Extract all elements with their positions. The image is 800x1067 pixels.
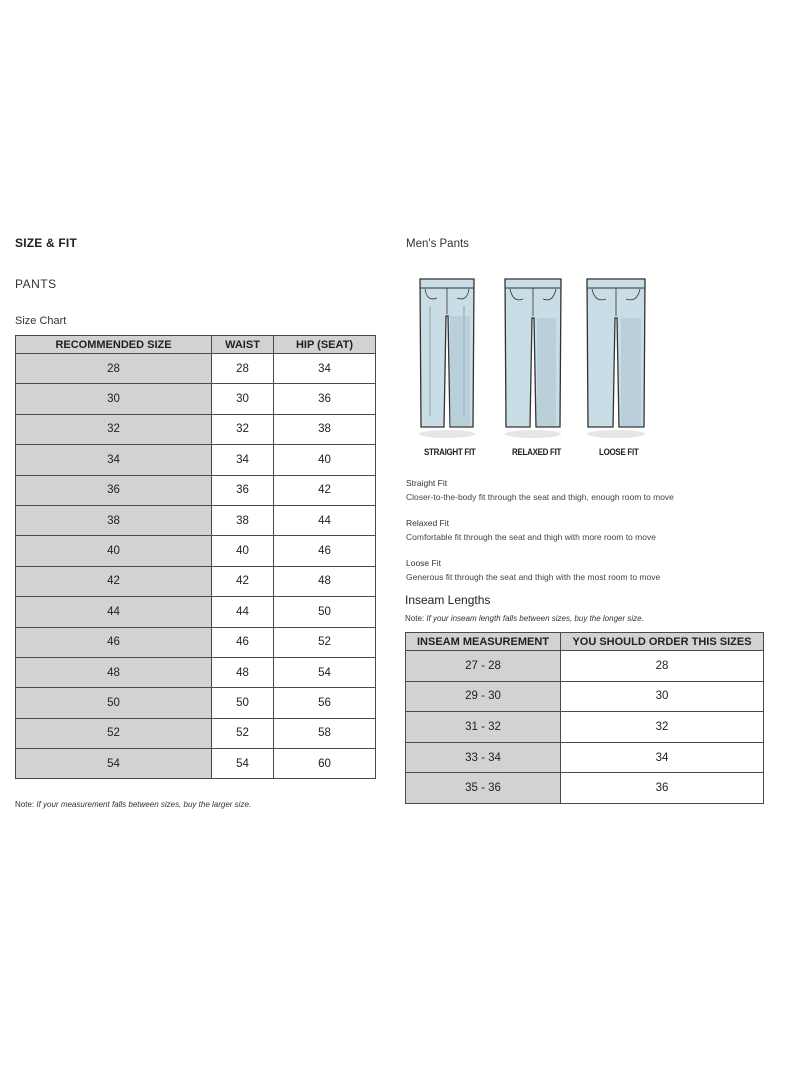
table-row (16, 536, 376, 566)
col-header-order-size: YOU SHOULD ORDER THIS SIZES (561, 633, 764, 651)
table-cell: 29 - 30 (406, 681, 561, 712)
inseam-table (405, 632, 764, 804)
table-cell: 52 (274, 627, 376, 657)
table-cell: 50 (212, 688, 274, 718)
table-cell: 42 (274, 475, 376, 505)
table-cell: 36 (274, 384, 376, 414)
size-note-text: If your measurement falls between sizes, buy the larger size. (36, 800, 252, 809)
table-row (16, 657, 376, 687)
table-cell: 48 (16, 657, 212, 687)
table-cell: 30 (212, 384, 274, 414)
table-cell: 34 (16, 445, 212, 475)
table-cell: 58 (274, 718, 376, 748)
inseam-note-prefix: Note: (405, 614, 425, 623)
size-chart-label: Size Chart (15, 315, 67, 327)
table-cell: 50 (274, 597, 376, 627)
table-row (16, 627, 376, 657)
table-cell: 35 - 36 (406, 773, 561, 804)
table-cell: 36 (16, 475, 212, 505)
table-cell: 48 (212, 657, 274, 687)
straight-fit-desc: Closer-to-the-body fit through the seat and thigh, enough room to move (406, 492, 674, 502)
size-chart-table (15, 335, 376, 779)
size-note-prefix: Note: (15, 800, 35, 809)
table-row (16, 688, 376, 718)
relaxed-fit-title: Relaxed Fit (406, 518, 449, 528)
table-cell: 38 (212, 505, 274, 535)
loose-fit-desc: Generous fit through the seat and thigh with the most room to move (406, 572, 661, 582)
table-cell: 44 (16, 597, 212, 627)
table-cell: 50 (16, 688, 212, 718)
table-cell: 40 (16, 536, 212, 566)
table-row (16, 384, 376, 414)
table-cell: 30 (561, 681, 764, 712)
table-cell: 54 (274, 657, 376, 687)
table-cell: 46 (16, 627, 212, 657)
relaxed-fit-desc: Comfortable fit through the seat and thigh with more room to move (406, 532, 656, 542)
col-header-waist: WAIST (212, 336, 274, 354)
table-cell: 46 (212, 627, 274, 657)
table-cell: 28 (16, 354, 212, 384)
table-cell: 54 (16, 749, 212, 779)
straight-fit-title: Straight Fit (406, 478, 448, 488)
table-cell: 42 (16, 566, 212, 596)
relaxed-fit-label: RELAXED FIT (512, 447, 562, 458)
table-cell: 32 (212, 414, 274, 444)
mens-pants-title: Men's Pants (406, 238, 469, 250)
table-cell: 36 (212, 475, 274, 505)
table-cell: 44 (212, 597, 274, 627)
table-cell: 28 (212, 354, 274, 384)
table-cell: 38 (274, 414, 376, 444)
table-row (16, 566, 376, 596)
inseam-table-header-row (406, 633, 764, 651)
table-cell: 32 (16, 414, 212, 444)
table-cell: 36 (561, 773, 764, 804)
table-row (16, 505, 376, 535)
table-cell: 54 (212, 749, 274, 779)
table-row (406, 773, 764, 804)
table-cell: 28 (561, 651, 764, 682)
size-note (15, 800, 251, 809)
col-header-hip: HIP (SEAT) (274, 336, 376, 354)
table-cell: 33 - 34 (406, 742, 561, 773)
table-row (16, 597, 376, 627)
table-cell: 27 - 28 (406, 651, 561, 682)
table-cell: 40 (212, 536, 274, 566)
table-cell: 52 (212, 718, 274, 748)
table-cell: 46 (274, 536, 376, 566)
table-cell: 31 - 32 (406, 712, 561, 743)
table-row (406, 712, 764, 743)
table-cell: 60 (274, 749, 376, 779)
table-row (406, 651, 764, 682)
loose-fit-pants-icon (585, 276, 647, 445)
table-row (16, 718, 376, 748)
straight-fit-pants-icon (417, 276, 477, 445)
inseam-note (405, 614, 644, 623)
col-header-recommended-size: RECOMMENDED SIZE (16, 336, 212, 354)
col-header-inseam-measurement: INSEAM MEASUREMENT (406, 633, 561, 651)
table-cell: 44 (274, 505, 376, 535)
table-row (16, 445, 376, 475)
table-row (406, 681, 764, 712)
size-table-header-row (16, 336, 376, 354)
category-label: PANTS (15, 277, 57, 291)
page-title: SIZE & FIT (15, 236, 77, 250)
table-cell: 34 (212, 445, 274, 475)
table-cell: 56 (274, 688, 376, 718)
table-cell: 52 (16, 718, 212, 748)
table-row (16, 475, 376, 505)
table-cell: 32 (561, 712, 764, 743)
table-row (16, 414, 376, 444)
table-cell: 38 (16, 505, 212, 535)
table-cell: 30 (16, 384, 212, 414)
loose-fit-title: Loose Fit (406, 558, 441, 568)
table-row (16, 354, 376, 384)
inseam-note-text: If your inseam length falls between sizes, buy the longer size. (426, 614, 644, 623)
relaxed-fit-pants-icon (503, 276, 563, 445)
loose-fit-label: LOOSE FIT (599, 447, 639, 458)
straight-fit-label: STRAIGHT FIT (424, 447, 476, 458)
table-cell: 48 (274, 566, 376, 596)
table-row (16, 749, 376, 779)
table-cell: 40 (274, 445, 376, 475)
table-cell: 42 (212, 566, 274, 596)
table-cell: 34 (274, 354, 376, 384)
table-cell: 34 (561, 742, 764, 773)
table-row (406, 742, 764, 773)
inseam-title: Inseam Lengths (405, 593, 491, 607)
